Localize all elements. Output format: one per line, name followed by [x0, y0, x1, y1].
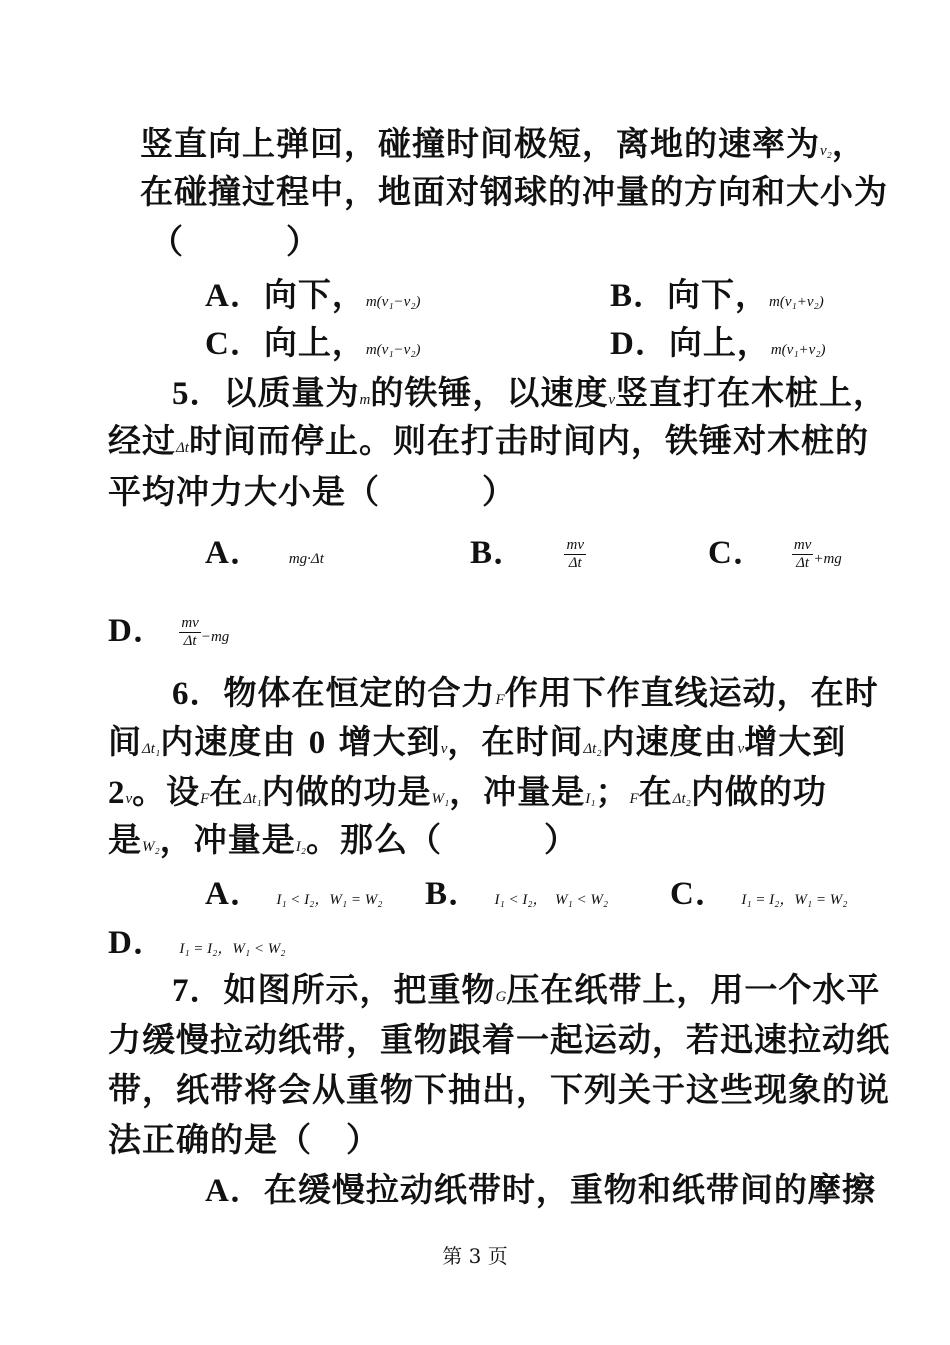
q5-line2 — [108, 421, 869, 468]
q6-text-2: 作用下作直线运动，在时 — [504, 673, 879, 712]
q4-option-d-label: D． — [610, 326, 669, 362]
q4-option-b — [610, 275, 824, 322]
q4-option-b-text: 向下， — [667, 275, 770, 314]
q7-number: 7． — [172, 973, 224, 1009]
q6-text-1: 物体在恒定的合力 — [223, 673, 496, 712]
q5-dt: Δt — [176, 440, 189, 456]
q4-option-b-label: B． — [610, 278, 668, 314]
q4-option-a — [205, 275, 421, 322]
q5-option-d-numerator: mv — [181, 614, 199, 631]
q4-option-d-math: m(v₁+v₂) — [770, 342, 826, 358]
q6-text-7: 内速度由 — [601, 722, 738, 761]
q6-text-3: 间 — [108, 722, 142, 761]
q5-option-d — [108, 610, 229, 657]
q7-line1 — [172, 970, 880, 1017]
q5-line1 — [172, 373, 887, 420]
q4-option-d — [610, 323, 826, 370]
q4-option-d-text: 向上， — [668, 323, 771, 362]
q7-line3: 带，纸带将会从重物下抽出，下列关于这些现象的说 — [108, 1070, 890, 1109]
q4-option-a-math: m(v₁−v₂) — [365, 294, 421, 310]
q4-line1 — [140, 124, 866, 171]
q5-text-4: 经过 — [108, 421, 176, 460]
q4-option-a-label: A． — [205, 278, 264, 314]
q6-option-d — [108, 922, 285, 969]
q5-v: v — [608, 392, 616, 408]
q6-dt2-2: Δt₂ — [672, 791, 691, 807]
q4-paren: （ ） — [150, 222, 320, 261]
q6-option-b — [425, 873, 608, 920]
q6-text-5: 增大到 — [326, 722, 441, 761]
q6-F-3: F — [629, 791, 639, 807]
q6-option-d-label: D． — [108, 925, 167, 961]
q5-text-2: 的铁锤，以速度 — [370, 373, 609, 412]
q6-v-1: v — [440, 741, 448, 757]
q6-option-a-label: A． — [205, 876, 264, 912]
q6-v-2: v — [737, 741, 745, 757]
q6-option-c — [670, 873, 847, 920]
q5-text-1: 以质量为 — [223, 373, 360, 412]
q6-option-c-label: C． — [670, 876, 729, 912]
q5-option-d-fraction — [179, 615, 201, 650]
q6-dt1: Δt₁ — [142, 741, 161, 757]
q5-option-c-denominator: Δt — [796, 554, 810, 571]
q6-two: 2 — [108, 775, 126, 811]
q6-text-4: 内速度由 — [160, 722, 309, 761]
page-footer: 第 3 页 — [442, 1244, 508, 1268]
q6-text-16: ，冲量是 — [159, 820, 296, 859]
q6-text-14: 内做的功 — [690, 772, 827, 811]
q6-option-a-math: I₁ < I₂，W₁ = W₂ — [276, 892, 383, 908]
q4-line1-text: 竖直向上弹回，碰撞时间极短，离地的速率为 — [140, 124, 820, 163]
q4-v2: v₂ — [820, 143, 832, 159]
q4-option-a-text: 向下， — [263, 275, 366, 314]
q5-line3: 平均冲力大小是（ ） — [108, 472, 516, 511]
q5-option-c — [708, 532, 842, 579]
q5-option-d-tail: −mg — [200, 629, 230, 645]
q5-m: m — [359, 392, 371, 408]
q6-text-11: 内做的功是 — [261, 772, 432, 811]
q6-W2: W₂ — [142, 839, 160, 855]
q5-option-b-label: B． — [470, 535, 528, 571]
q7-option-a — [205, 1170, 876, 1211]
q5-option-c-numerator: mv — [793, 536, 812, 553]
q5-option-c-fraction — [792, 537, 814, 572]
q7-line2: 力缓慢拉动纸带，重物跟着一起运动，若迅速拉动纸 — [108, 1020, 890, 1059]
q4-option-c — [205, 323, 421, 370]
q6-line4 — [108, 820, 578, 867]
q6-F: F — [495, 692, 505, 708]
q6-zero: 0 — [308, 725, 327, 761]
q6-text-15: 是 — [108, 820, 142, 859]
q4-line1-end: ， — [831, 124, 866, 163]
q6-text-9: 。设 — [132, 772, 201, 811]
q6-text-10b: 在 — [638, 772, 673, 811]
q6-text-13: ； — [595, 772, 630, 811]
q5-number: 5． — [172, 376, 224, 412]
q6-option-c-math: I₁ = I₂，W₁ = W₂ — [741, 892, 848, 908]
q5-option-d-label: D． — [108, 613, 167, 649]
q7-text-1: 如图所示，把重物 — [223, 970, 496, 1009]
q5-option-b-numerator: mv — [566, 536, 584, 553]
q6-v-3: v — [125, 791, 133, 807]
q4-line2: 在碰撞过程中，地面对钢球的冲量的方向和大小为 — [140, 172, 888, 211]
q6-text-12: ，冲量是 — [449, 772, 586, 811]
q6-option-b-math: I₁ < I₂， W₁ < W₂ — [494, 892, 609, 908]
q6-option-a — [205, 873, 382, 920]
q5-option-a-math: mg·Δt — [288, 551, 324, 567]
q5-option-b — [470, 532, 586, 573]
q6-text-17: 。那么（ ） — [305, 820, 578, 859]
q6-number: 6． — [172, 676, 224, 712]
q6-line3 — [108, 772, 827, 819]
q5-option-a-label: A． — [205, 535, 264, 571]
q6-dt2: Δt₂ — [583, 741, 602, 757]
q5-option-c-tail: +mg — [813, 551, 842, 567]
q4-option-b-math: m(v₁+v₂) — [769, 294, 824, 310]
q5-text-3: 竖直打在木桩上， — [615, 373, 888, 412]
q5-option-b-denominator: Δt — [568, 554, 582, 571]
q6-text-10: 在 — [209, 772, 244, 811]
q7-G: G — [495, 989, 507, 1005]
q6-F-2: F — [200, 791, 210, 807]
q6-I1: I₁ — [585, 791, 596, 807]
q7-line4: 法正确的是（ ） — [108, 1120, 380, 1159]
q6-I2: I₂ — [295, 839, 306, 855]
q6-line2 — [108, 722, 846, 769]
q5-option-a — [205, 532, 324, 579]
q6-option-d-math: I₁ = I₂，W₁ < W₂ — [179, 941, 286, 957]
q6-text-6: ，在时间 — [447, 722, 584, 761]
q4-option-c-text: 向上， — [263, 323, 366, 362]
q5-option-d-denominator: Δt — [183, 632, 197, 649]
q6-dt1-2: Δt₁ — [243, 791, 262, 807]
q5-option-c-label: C． — [708, 535, 767, 571]
q6-text-8: 增大到 — [744, 722, 847, 761]
q5-option-b-fraction — [564, 537, 586, 572]
q6-option-b-label: B． — [425, 876, 483, 912]
q7-text-2: 压在纸带上，用一个水平 — [506, 970, 881, 1009]
q7-option-a-text: 在缓慢拉动纸带时，重物和纸带间的摩擦 — [263, 1170, 876, 1209]
q6-line1 — [172, 673, 879, 720]
q5-text-5: 时间而停止。则在打击时间内，铁锤对木桩的 — [188, 421, 869, 460]
q7-option-a-label: A． — [205, 1173, 264, 1209]
q4-option-c-label: C． — [205, 326, 264, 362]
q6-W1: W₁ — [431, 791, 450, 807]
q4-option-c-math: m(v₁−v₂) — [365, 342, 421, 358]
